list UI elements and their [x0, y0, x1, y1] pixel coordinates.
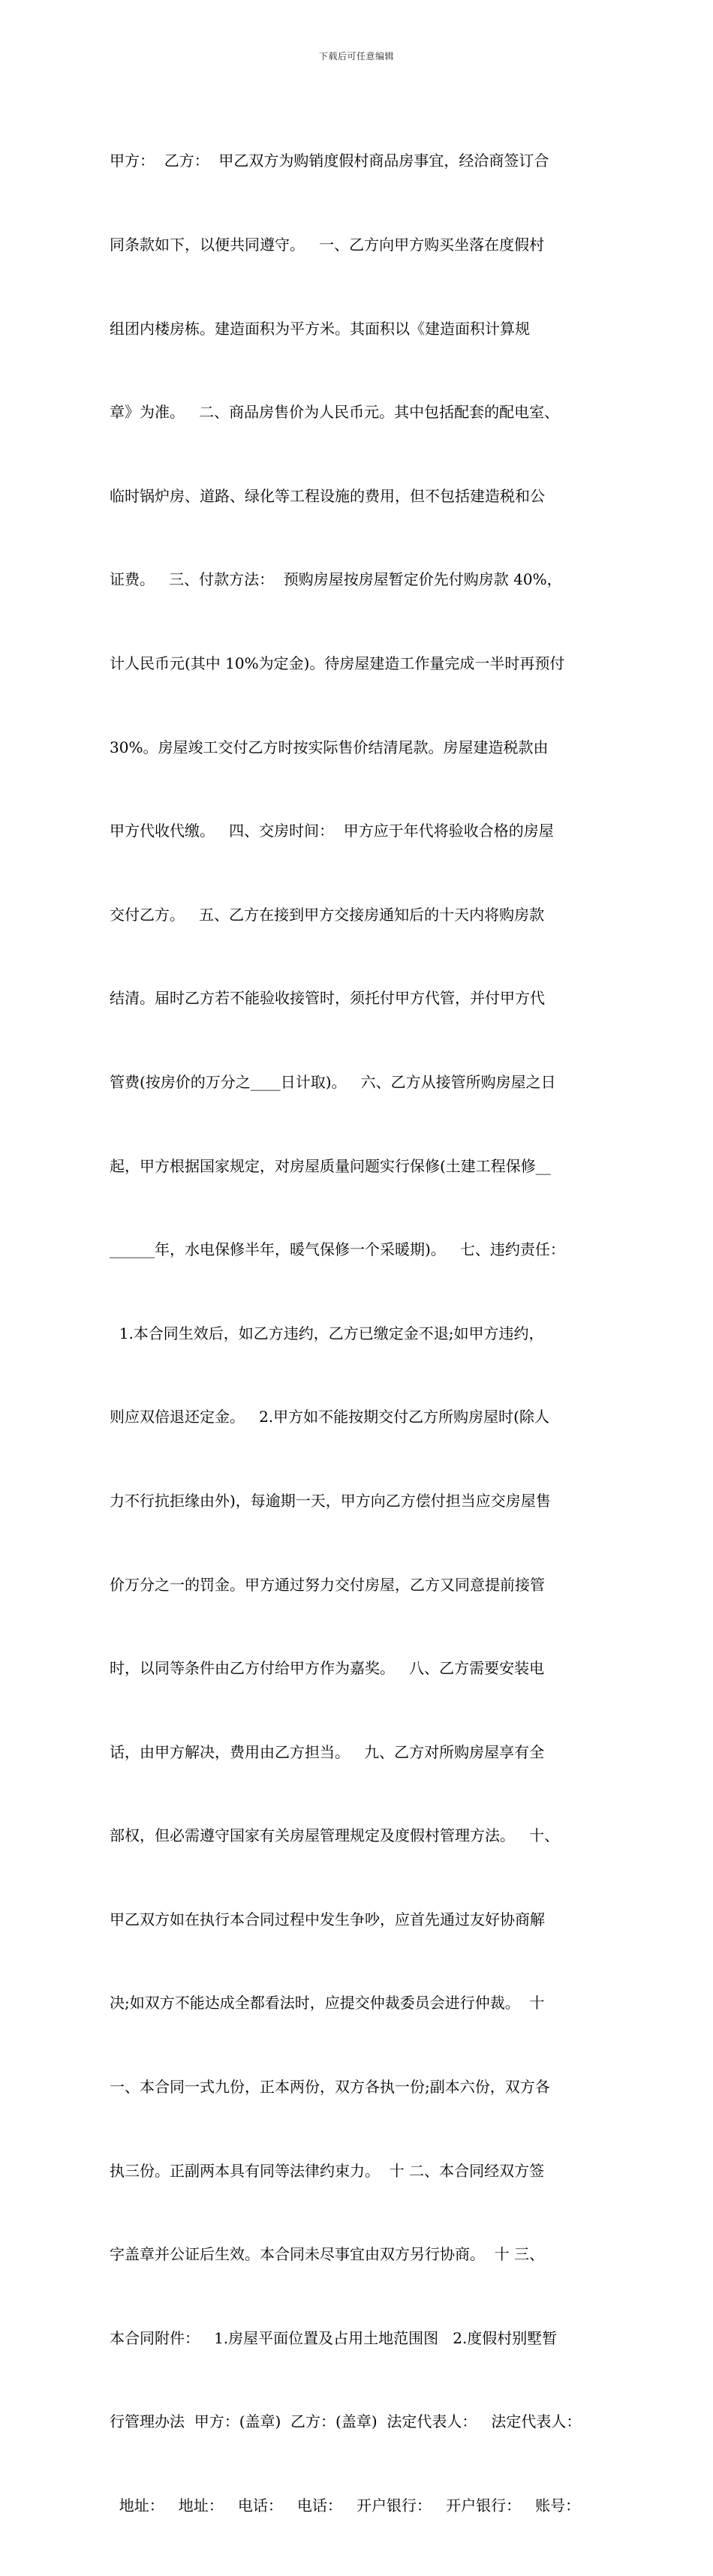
text-line: 甲方： 乙方： 甲乙双方为购销度假村商品房事宜，经洽商签订合	[110, 152, 549, 170]
text-line: 1.本合同生效后，如乙方违约，乙方已缴定金不退;如甲方违约，	[110, 1324, 544, 1342]
text-line: 结清。届时乙方若不能验收接管时，须托付甲方代管，并付甲方代	[110, 989, 545, 1008]
contract-body	[110, 92, 609, 2576]
text-line: 同条款如下，以便共同遵守。 一、乙方向甲方购买坐落在度假村	[110, 236, 545, 254]
text-line: 证费。 三、付款方法： 预购房屋按房屋暂定价先付购房款 40%，	[110, 570, 562, 589]
text-line: 交付乙方。 五、乙方在接到甲方交接房通知后的十天内将购房款	[110, 905, 545, 924]
text-line: 组团内楼房栋。建造面积为平方米。其面积以《建造面积计算规	[110, 319, 530, 338]
text-line: 则应双倍退还定金。 2.甲方如不能按期交付乙方所购房屋时(除人	[110, 1408, 549, 1426]
text-line: 价万分之一的罚金。甲方通过努力交付房屋，乙方又同意提前接管	[110, 1575, 545, 1594]
text-line: 一、本合同一式九份，正本两份，双方各执一份;副本六份，双方各	[110, 2078, 550, 2097]
text-line: 临时锅炉房、道路、绿化等工程设施的费用，但不包括建造税和公	[110, 486, 545, 505]
text-line: 起，甲方根据国家规定，对房屋质量问题实行保修(土建工程保修__	[110, 1156, 551, 1175]
text-line: 决;如双方不能达成全都看法时，应提交仲裁委员会进行仲裁。 十	[110, 1994, 545, 2012]
text-line: 甲乙双方如在执行本合同过程中发生争吵，应首先通过友好协商解	[110, 1910, 545, 1928]
text-line: 甲方代收代缴。 四、交房时间： 甲方应于年代将验收合格的房屋	[110, 822, 554, 840]
text-line: 章》为准。 二、商品房售价为人民币元。其中包括配套的配电室、	[110, 403, 560, 422]
text-line: 本合同附件： 1.房屋平面位置及占用土地范围图 2.度假村别墅暂	[110, 2328, 558, 2347]
text-line: 力不行抗拒缘由外)，每逾期一天，甲方向乙方偿付担当应交房屋售	[110, 1491, 551, 1510]
page-header: 下载后可任意编辑	[318, 51, 394, 62]
text-line: 30%。房屋竣工交付乙方时按实际售价结清尾款。房屋建造税款由	[110, 738, 549, 756]
text-line: 部权，但必需遵守国家有关房屋管理规定及度假村管理方法。 十、	[110, 1826, 560, 1845]
text-line: ______年，水电保修半年，暖气保修一个采暖期)。 七、违约责任：	[110, 1240, 565, 1259]
text-line: 行管理办法 甲方：(盖章) 乙方：(盖章) 法定代表人： 法定代表人：	[110, 2412, 582, 2431]
text-line: 地址： 地址： 电话： 电话： 开户银行： 开户银行： 账号：	[110, 2496, 581, 2515]
text-line: 执三份。正副两本具有同等法律约束力。 十 二、本合同经双方签	[110, 2161, 545, 2180]
text-line: 计人民币元(其中 10%为定金)。待房屋建造工作量完成一半时再预付	[110, 654, 565, 672]
text-line: 管费(按房价的万分之____日计取)。 六、乙方从接管所购房屋之日	[110, 1072, 556, 1091]
text-line: 字盖章并公证后生效。本合同未尽事宜由双方另行协商。 十 三、	[110, 2245, 545, 2264]
text-line: 话，由甲方解决，费用由乙方担当。 九、乙方对所购房屋享有全	[110, 1742, 545, 1761]
text-line: 时，以同等条件由乙方付给甲方作为嘉奖。 八、乙方需要安装电	[110, 1659, 545, 1678]
